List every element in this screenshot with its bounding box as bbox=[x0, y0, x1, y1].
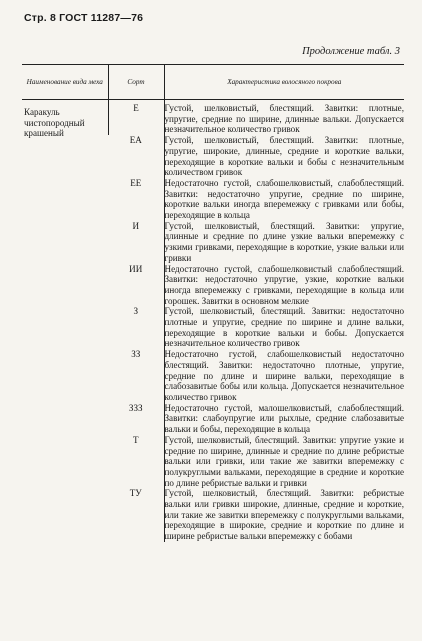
table-continuation-label: Продолжение табл. 3 bbox=[302, 46, 400, 57]
fur-kind-name: Каракуль чистопородный крашеный bbox=[24, 107, 85, 139]
description-cell: Густой, шелковистый, блестящий. Завитки: упругие узкие и средние по ширине, длинные и средние по длине ребристые вальки или гривки, или такие же завитки вперемежку с полукруглыми вальками, переходящие в средние и короткие по длине ребристые вальки и гривки bbox=[164, 434, 404, 488]
page-header: Стр. 8 ГОСТ 11287—76 bbox=[24, 12, 144, 24]
description-cell: Недостаточно густой, слабошелковистый недостаточно блестящий. Завитки: недостаточно плотные, упругие, средние по длине и ширине вальки, переходящие в слабозавитые бобы или кольца. Допускается незначительное количество гривок bbox=[164, 349, 404, 402]
description-cell: Густой, шелковистый, блестящий. Завитки: упругие, длинные и средние по длине узкие вальки вперемежку с узкими гривками, переходящие в короткие, узкие вальки или гривки bbox=[164, 220, 404, 263]
grade-cell: З bbox=[133, 306, 139, 317]
description-cell: Недостаточно густой, слабошелковистый слабоблестящий. Завитки: недостаточно упругие, узкие, короткие вальки иногда вперемежку с гривками, переходящие в кольца или горошек. Завитки в основном мелкие bbox=[164, 263, 404, 306]
table-row bbox=[22, 103, 404, 135]
grade-cell: Е bbox=[108, 103, 164, 135]
table-header-row bbox=[22, 65, 404, 100]
column-header-grade: Сорт bbox=[108, 65, 164, 100]
description-cell: Недостаточно густой, слабошелковистый, слабоблестящий. Завитки: недостаточно упругие, средние по ширине, короткие вальки иногда вперемежку с гривками или бобы, переходящие в кольца bbox=[164, 177, 404, 221]
description-cell: Недостаточно густой, малошелковистый, слабоблестящий. Завитки: слабоупругие или рыхлые, средние слабозавитые вальки и бобы, переходящие в кольца bbox=[164, 402, 404, 435]
column-header-characteristics: Характеристика волосяного покрова bbox=[164, 65, 404, 100]
description-cell: Густой, шелковистый, блестящий. Завитки: недостаточно плотные и упругие, средние по ширине и длине вальки, переходящие в короткие вальки и бобы. Допускается незначительное количество гривок bbox=[164, 306, 404, 349]
grade-cell: ЕА bbox=[129, 135, 142, 146]
description-cell: Густой, шелковистый, блестящий. Завитки: плотные, упругие, широкие, длинные, средние и короткие вальки, переходящие в короткие вальки и бобы с незначительным количеством гривок bbox=[164, 135, 404, 178]
grade-cell: Т bbox=[132, 434, 139, 445]
description-cell: Густой, шелковистый, блестящий. Завитки: плотные, упругие, средние по ширине, длинные вальки. Допускается незначительное количество гривок bbox=[164, 103, 404, 135]
grade-cell: ЕЕ bbox=[130, 177, 142, 188]
description-cell: Густой, шелковистый, блестящий. Завитки: ребристые вальки или гривки широкие, длинные, средние и короткие, или такие же завитки вперемежку с полукруглыми вальками, переходящие в широкие, средние и короткие по длине и ширине ребристые вальки вперемежку с бобами bbox=[164, 488, 404, 542]
grade-cell: И bbox=[132, 220, 140, 231]
column-header-fur-kind: Наименование вида меха bbox=[22, 65, 108, 100]
grade-cell: ЗЗЗ bbox=[128, 402, 143, 413]
grade-cell: ИИ bbox=[129, 263, 143, 274]
grade-cell: ТУ bbox=[129, 488, 142, 499]
fur-grades-table bbox=[22, 64, 404, 542]
grade-cell: ЗЗ bbox=[131, 349, 141, 360]
fur-kind-cell bbox=[22, 103, 108, 542]
